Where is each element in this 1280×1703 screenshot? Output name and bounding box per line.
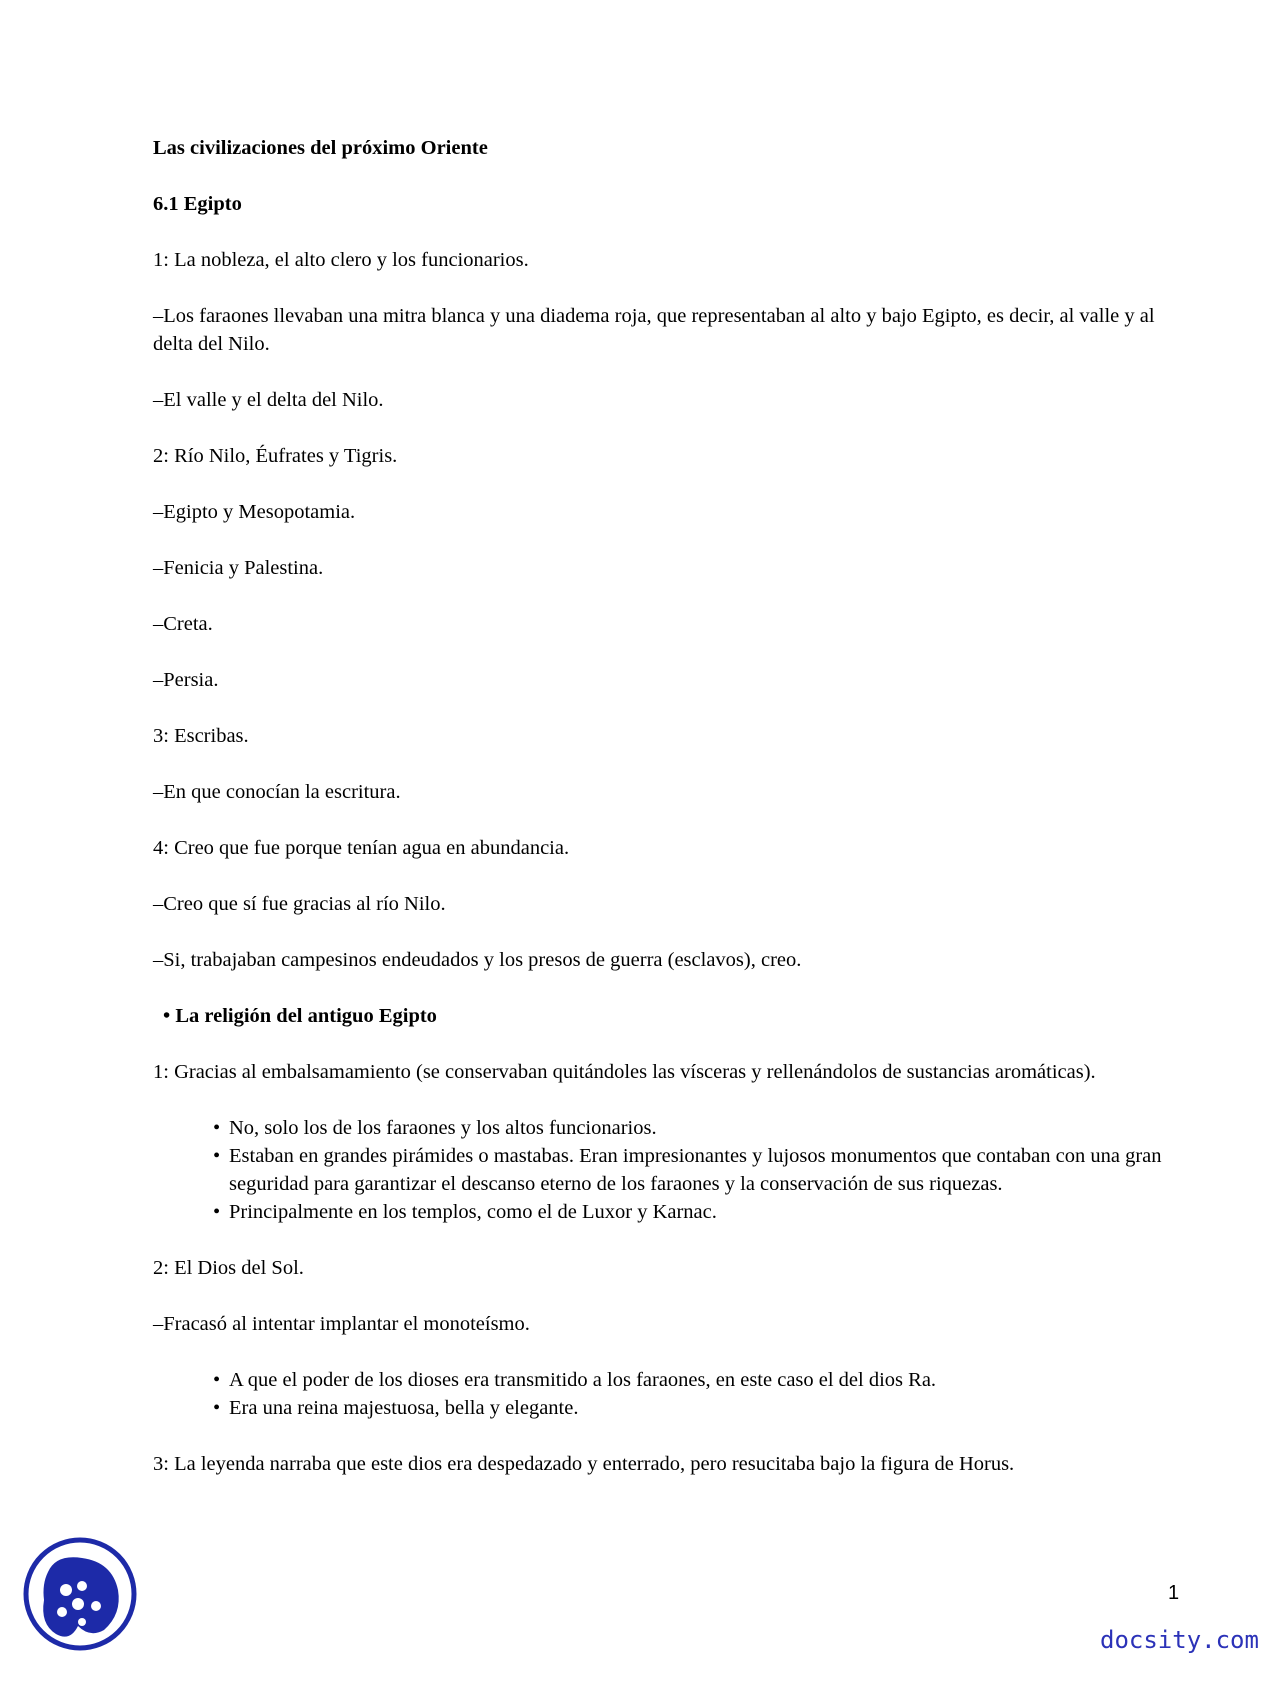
paragraph: –Fenicia y Palestina. <box>153 557 324 579</box>
bullet-list <box>153 1114 1193 1226</box>
bullet-glyph: • <box>213 1397 221 1419</box>
paragraph: –Egipto y Mesopotamia. <box>153 501 356 523</box>
paragraph: –En que conocían la escritura. <box>153 781 401 803</box>
list-item-text: Principalmente en los templos, como el de Luxor y Karnac. <box>229 1201 717 1223</box>
paragraph: 1: Gracias al embalsamamiento (se conservaban quitándoles las vísceras y rellenándolos de sustancias aromáticas). <box>153 1061 1096 1083</box>
bullet-glyph: • <box>213 1117 221 1139</box>
list-item <box>213 1114 1193 1142</box>
list-item-text: Era una reina majestuosa, bella y elegante. <box>229 1397 579 1419</box>
list-item <box>213 1142 1193 1198</box>
paragraph: 1: La nobleza, el alto clero y los funcionarios. <box>153 249 529 271</box>
list-item <box>213 1394 1193 1422</box>
paragraph: –Creo que sí fue gracias al río Nilo. <box>153 893 446 915</box>
list-item-text: A que el poder de los dioses era transmitido a los faraones, en este caso el del dios Ra. <box>229 1369 937 1391</box>
bullet-glyph: • <box>213 1201 221 1223</box>
list-item <box>213 1198 1193 1226</box>
section-heading: 6.1 Egipto <box>153 193 242 215</box>
list-item-text: No, solo los de los faraones y los altos funcionarios. <box>229 1117 657 1139</box>
bullet-glyph: • <box>213 1145 221 1167</box>
religion-heading-text: La religión del antiguo Egipto <box>175 1005 437 1027</box>
logo-graphic <box>20 1534 140 1654</box>
paragraph: –El valle y el delta del Nilo. <box>153 389 384 411</box>
docsity-watermark-link[interactable]: docsity.com <box>1100 1626 1259 1654</box>
list-item <box>213 1366 1193 1394</box>
paragraph: –Fracasó al intentar implantar el monoteísmo. <box>153 1313 530 1335</box>
document-title: Las civilizaciones del próximo Oriente <box>153 137 488 159</box>
paragraph: 2: Río Nilo, Éufrates y Tigris. <box>153 445 398 467</box>
list-item-text: Estaban en grandes pirámides o mastabas. Eran impresionantes y lujosos monumentos que contaban con una gran seguridad para garantizar el descanso eterno de los faraones y la conservación de sus riquezas. <box>229 1145 1162 1195</box>
docsity-logo-icon[interactable] <box>20 1534 140 1654</box>
paragraph: 3: La leyenda narraba que este dios era despedazado y enterrado, pero resucitaba bajo la figura de Horus. <box>153 1453 1015 1475</box>
religion-heading <box>153 1002 1193 1030</box>
paragraph: 4: Creo que fue porque tenían agua en abundancia. <box>153 837 570 859</box>
document-body <box>153 134 1193 1506</box>
page-number: 1 <box>1168 1582 1180 1604</box>
paragraph: 3: Escribas. <box>153 725 249 747</box>
bullet-list <box>153 1366 1193 1422</box>
paragraph: 2: El Dios del Sol. <box>153 1257 304 1279</box>
paragraph: –Los faraones llevaban una mitra blanca y una diadema roja, que representaban al alto y bajo Egipto, es decir, al valle y al delta del Nilo. <box>153 305 1155 355</box>
paragraph: –Creta. <box>153 613 213 635</box>
paragraph: –Persia. <box>153 669 219 691</box>
paragraph: –Si, trabajaban campesinos endeudados y los presos de guerra (esclavos), creo. <box>153 949 802 971</box>
bullet-glyph: • <box>213 1369 221 1391</box>
bullet-glyph: • <box>163 1005 171 1027</box>
